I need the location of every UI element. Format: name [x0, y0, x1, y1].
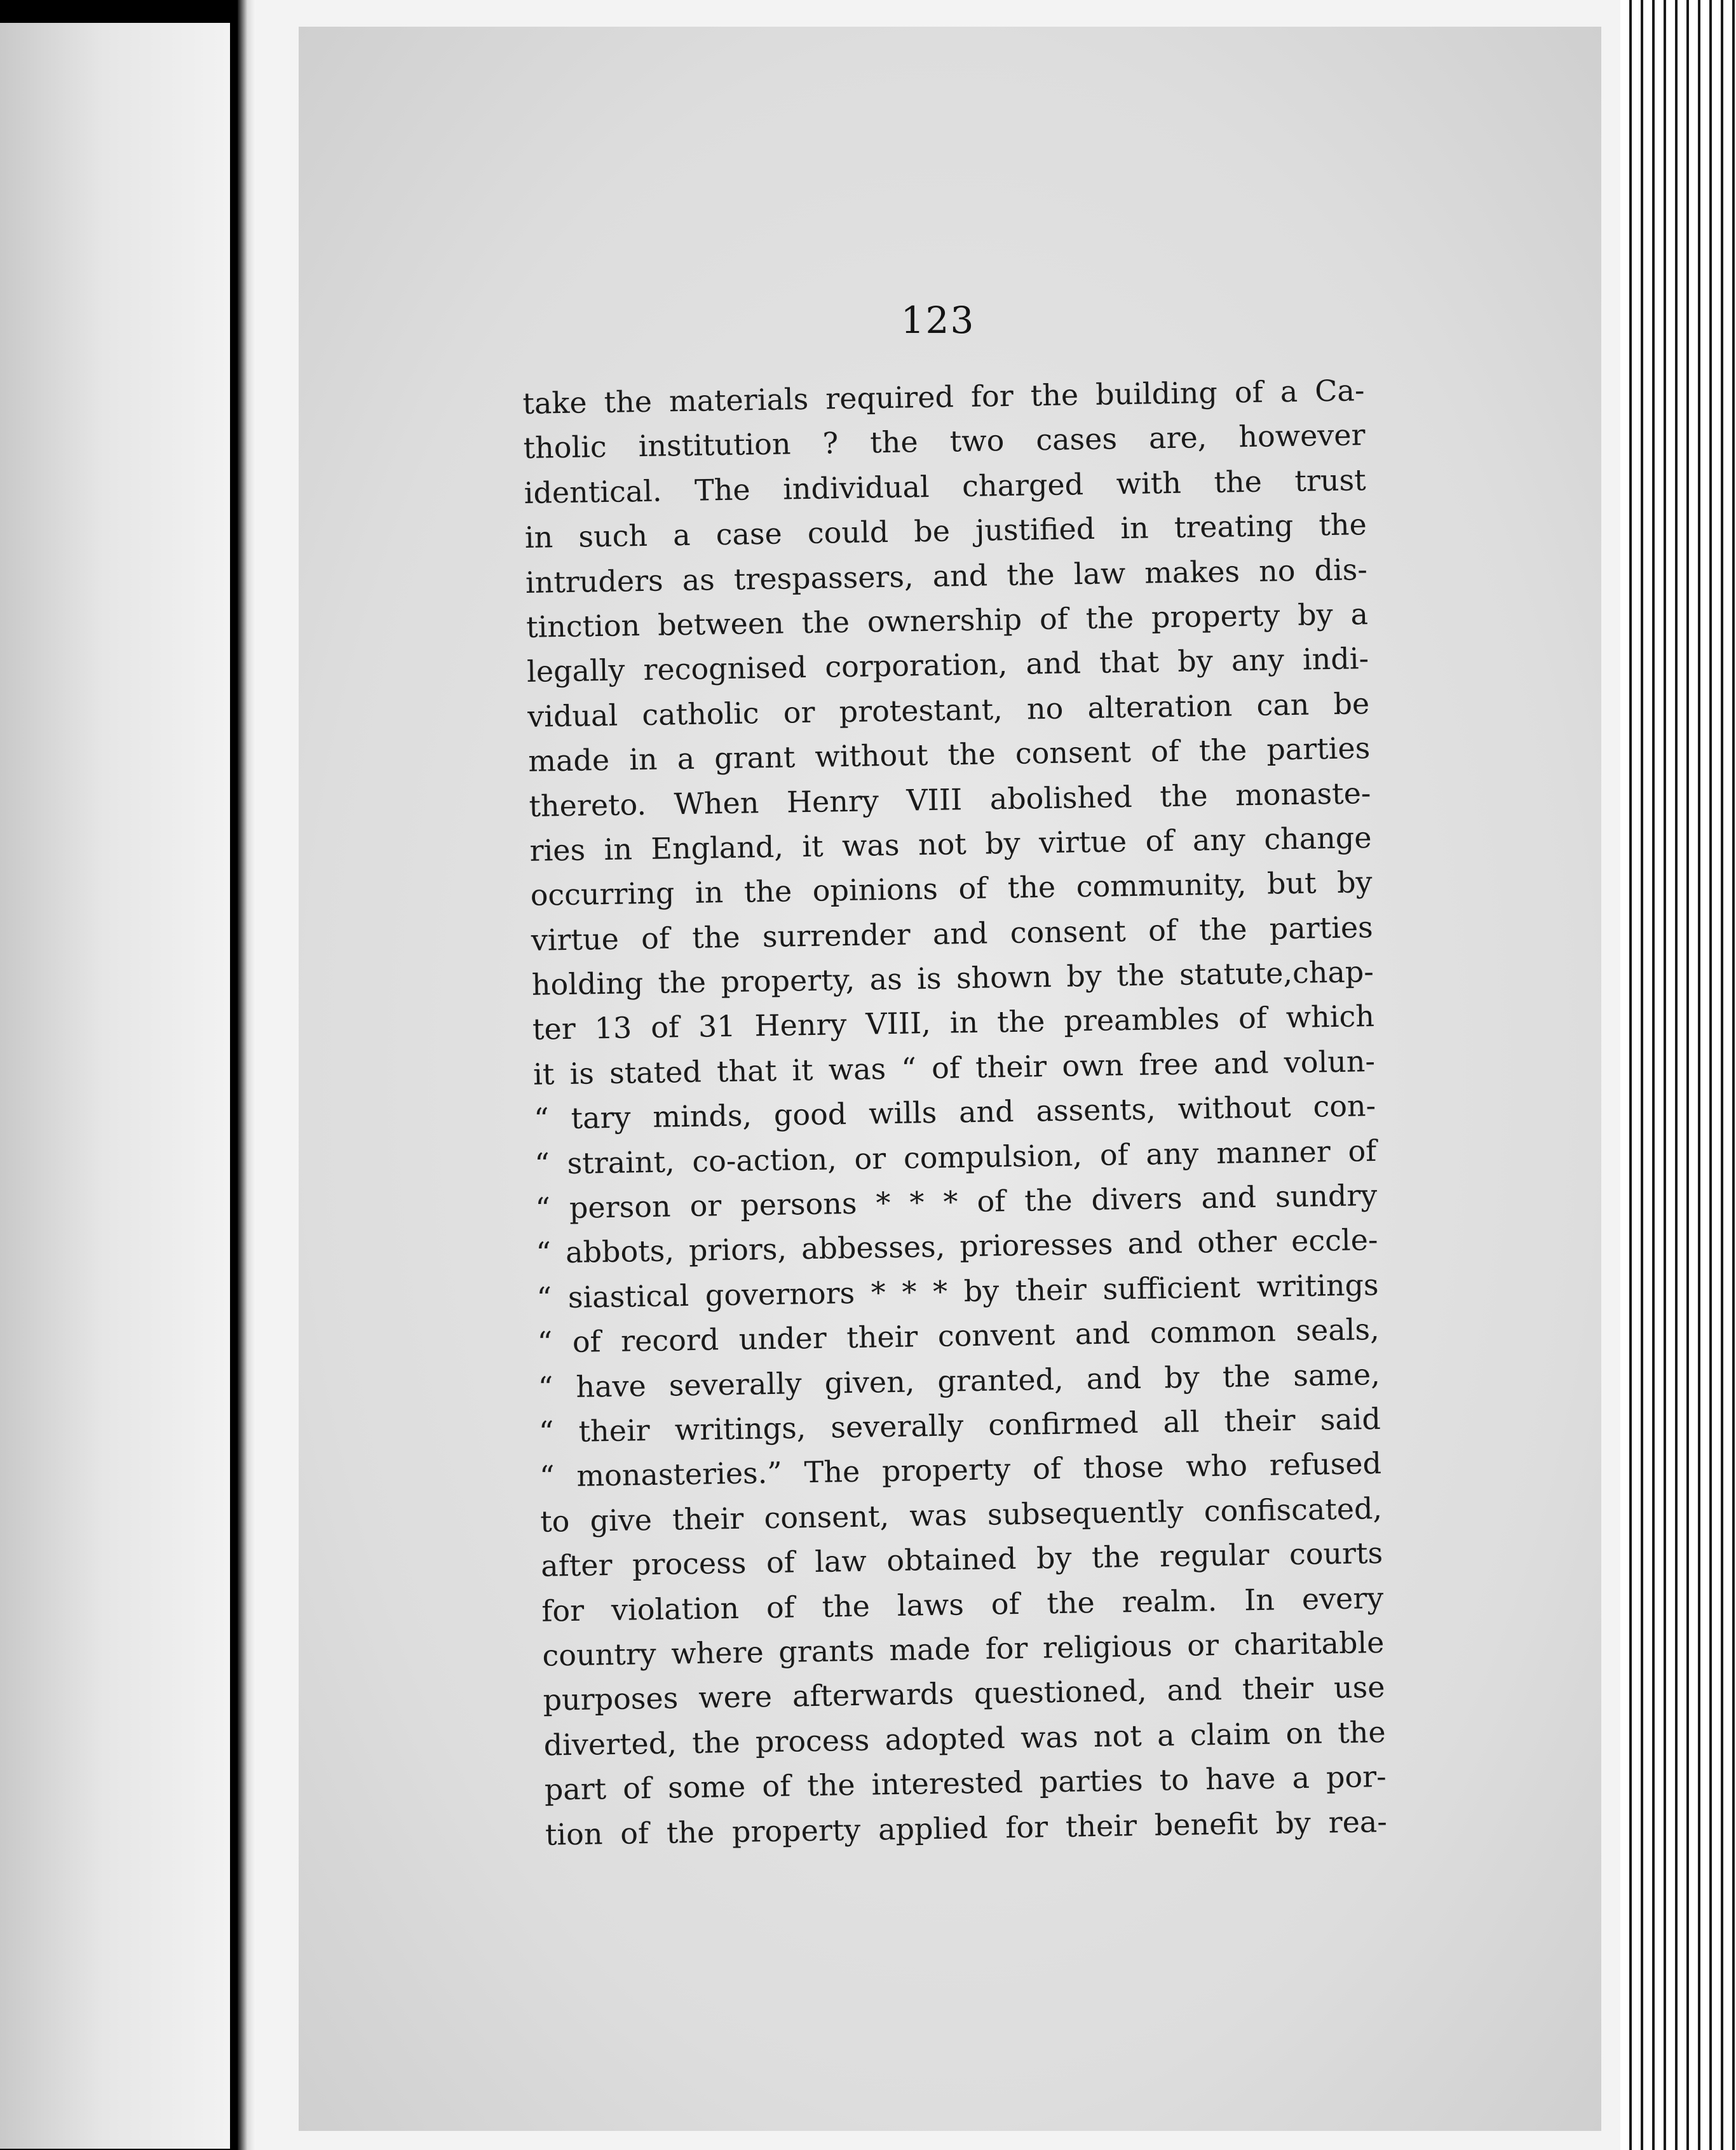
text-line: “ tary minds, good wills and assents, without con- [533, 1088, 1376, 1137]
text-line: “ siastical governors * * * by their sufficient writings [536, 1267, 1379, 1315]
text-line: take the materials required for the building of a Ca- [522, 373, 1365, 421]
text-line: ter 13 of 31 Henry VIII, in the preambles of which [532, 999, 1375, 1047]
facing-page-edge [0, 23, 230, 2149]
text-line: tholic institution ? the two cases are, however [523, 417, 1366, 466]
text-line: purposes were afterwards questioned, and their use [543, 1670, 1385, 1718]
text-line: “ abbots, priors, abbesses, prioresses and other eccle- [536, 1222, 1378, 1271]
text-line: virtue of the surrender and consent of the parties [531, 909, 1374, 957]
text-line: “ their writings, severally confirmed all their said [538, 1401, 1381, 1449]
text-line: “ of record under their convent and common seals, [537, 1312, 1380, 1360]
text-line: occurring in the opinions of the community, but by [530, 865, 1373, 913]
text-line: thereto. When Henry VIII abolished the monaste- [529, 775, 1371, 823]
text-line: it is stated that it was “ of their own free and volun- [532, 1043, 1376, 1092]
text-line: to give their consent, was subsequently confiscated, [539, 1491, 1383, 1539]
text-line: tinction between the ownership of the property by a [526, 597, 1369, 644]
text-line: vidual catholic or protestant, no alteration can be [527, 686, 1370, 734]
text-line: country where grants made for religious or charitable [542, 1625, 1385, 1673]
text-line: “ person or persons * * * of the divers and sundry [535, 1178, 1378, 1226]
text-line: “ straint, co-action, or compulsion, of any manner of [534, 1133, 1377, 1181]
text-line: after process of law obtained by the regular courts [540, 1536, 1383, 1583]
text-line: diverted, the process adopted was not a claim on the [543, 1714, 1386, 1762]
text-line: in such a case could be justified in treating the [524, 507, 1367, 555]
text-line: “ monasteries.” The property of those who refused [539, 1446, 1382, 1494]
body-text [522, 368, 1387, 1856]
page-number: 123 [900, 299, 975, 342]
text-line: for violation of the laws of the realm. In every [541, 1580, 1384, 1628]
text-line: holding the property, as is shown by the statute,chap- [531, 954, 1374, 1002]
text-line: tion of the property applied for their benefit by rea- [545, 1804, 1388, 1852]
page-stack-edges [1620, 0, 1736, 2150]
text-line: legally recognised corporation, and that by any indi- [526, 641, 1369, 689]
text-line: intruders as trespassers, and the law makes no dis- [525, 551, 1368, 600]
book-gutter [238, 0, 255, 2150]
text-line: part of some of the interested parties to have a por- [544, 1759, 1387, 1807]
text-line: identical. The individual charged with the trust [524, 462, 1367, 510]
text-line: ries in England, it was not by virtue of any change [529, 820, 1372, 868]
text-line: made in a grant without the consent of the parties [527, 731, 1371, 779]
text-line: “ have severally given, granted, and by the same, [538, 1356, 1381, 1405]
